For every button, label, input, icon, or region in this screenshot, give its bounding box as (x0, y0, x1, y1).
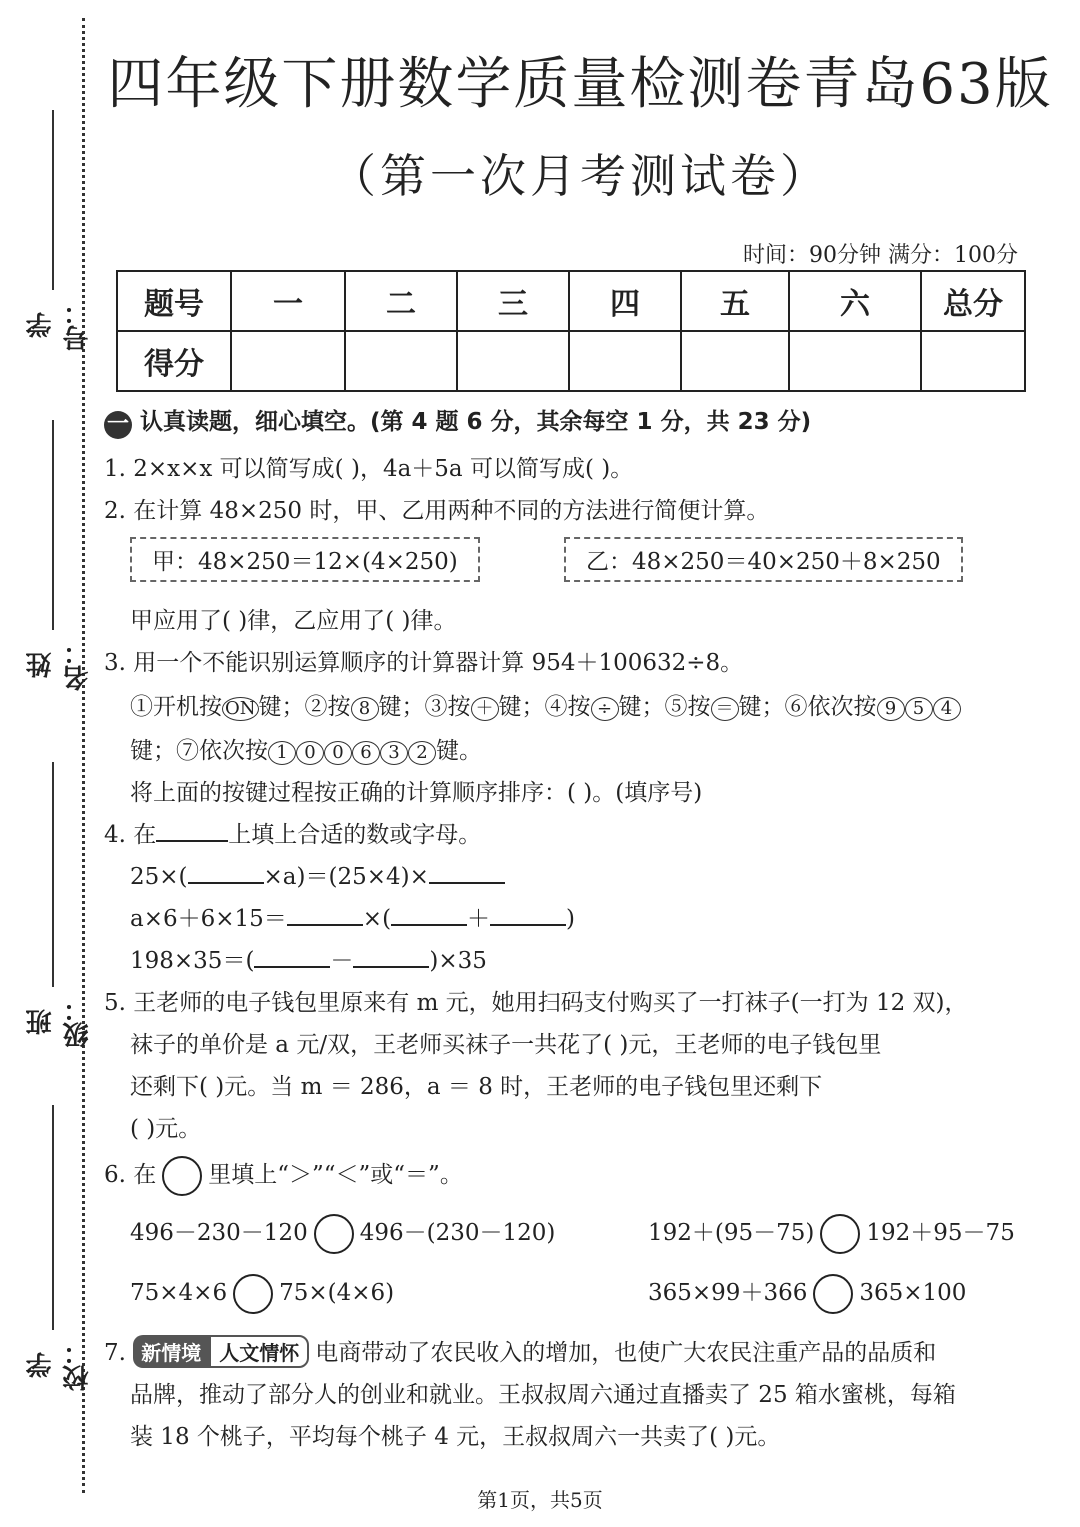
expr-right: 365×100 (859, 1280, 967, 1306)
method-b-box: 乙：48×250＝40×250＋8×250 (564, 537, 963, 582)
header-cell: 题号 (117, 271, 231, 331)
header-cell: 总分 (921, 271, 1025, 331)
class-label: 班级： (26, 996, 93, 1048)
step-text: 键；⑦依次按 (130, 738, 268, 764)
question-5-line4: ( )元。 (130, 1116, 202, 1142)
score-cell[interactable] (569, 331, 681, 391)
score-table (116, 270, 1026, 392)
step-text: 键；④按 (498, 694, 591, 720)
calc-key-8: 8 (351, 697, 379, 721)
calc-key-plus: ＋ (471, 697, 499, 721)
expr-left: 496－230－120 (130, 1220, 308, 1246)
expr-text: )×35 (429, 948, 487, 974)
expr-text: a×6＋6×15＝ (130, 906, 287, 932)
page-subtitle: （第一次月考测试卷） (330, 149, 830, 203)
answer-blank[interactable] (490, 904, 566, 926)
score-cell[interactable] (231, 331, 345, 391)
calc-key: 0 (324, 741, 352, 765)
header-cell: 三 (457, 271, 569, 331)
expr-right: 192＋95－75 (866, 1220, 1015, 1246)
calc-key: 0 (296, 741, 324, 765)
expr-right: 496－(230－120) (359, 1220, 556, 1246)
compare-circle[interactable] (820, 1214, 860, 1254)
question-4-line3 (130, 942, 487, 975)
student-no-line (52, 110, 54, 290)
stem-text: 上填上合适的数或字母。 (228, 822, 482, 848)
question-5-line3: 还剩下( )元。当 m ＝ 286，a ＝ 8 时，王老师的电子钱包里还剩下 (130, 1074, 823, 1100)
school-label: 学校： (26, 1339, 93, 1391)
method-a-box: 甲：48×250＝12×(4×250) (130, 537, 480, 582)
question-7-line3: 装 18 个桃子，平均每个桃子 4 元，王叔叔周六一共卖了( )元。 (130, 1424, 781, 1450)
expr-text: 198×35＝( (130, 948, 255, 974)
compare-1 (130, 1214, 555, 1254)
step-text: 键；⑥依次按 (738, 694, 877, 720)
expr-text: ) (566, 906, 576, 932)
compare-circle-sample (162, 1156, 202, 1196)
compare-4 (648, 1274, 966, 1314)
name-label: 姓名： (26, 639, 93, 691)
expr-text: ×a)＝(25×4)× (263, 864, 429, 890)
compare-3 (130, 1274, 394, 1314)
expr-right: 75×(4×6) (279, 1280, 395, 1306)
step-text: 键。 (436, 738, 482, 764)
calc-key: 4 (933, 697, 961, 721)
question-2-ask: 甲应用了( )律，乙应用了( )律。 (130, 608, 457, 634)
score-cell[interactable] (921, 331, 1025, 391)
expr-left: 75×4×6 (130, 1280, 228, 1306)
new-context-tag: 新情境 (133, 1335, 209, 1368)
class-line (52, 762, 54, 987)
section-number-badge: 一 (104, 411, 132, 439)
section-heading (104, 403, 811, 439)
score-cell[interactable] (345, 331, 457, 391)
question-3-steps-line2 (130, 732, 482, 765)
question-4-line2 (130, 900, 575, 933)
expr-left: 192＋(95－75) (648, 1220, 815, 1246)
score-cell[interactable] (681, 331, 789, 391)
question-4-line1 (130, 858, 505, 891)
calc-key-divide: ÷ (591, 697, 619, 721)
answer-blank[interactable] (353, 946, 429, 968)
score-table-header-row (117, 271, 1025, 331)
calc-key: 1 (268, 741, 296, 765)
header-cell: 二 (345, 271, 457, 331)
answer-blank[interactable] (188, 862, 264, 884)
name-line (52, 420, 54, 630)
expr-text: ×( (362, 906, 392, 932)
header-cell: 四 (569, 271, 681, 331)
header-cell: 一 (231, 271, 345, 331)
school-line (52, 1105, 54, 1330)
question-7-line2: 品牌，推动了部分人的创业和就业。王叔叔周六通过直播卖了 25 箱水蜜桃，每箱 (130, 1382, 956, 1408)
step-text: 键；②按 (258, 694, 351, 720)
question-text: 电商带动了农民收入的增加，也使广大农民注重产品的品质和 (315, 1340, 937, 1366)
page-title: 四年级下册数学质量检测卷青岛63版 (107, 52, 1053, 117)
question-7-line1 (104, 1334, 936, 1368)
question-3-steps-line1 (130, 688, 961, 721)
section-title: 认真读题，细心填空。(第 4 题 6 分，其余每空 1 分，共 23 分) (140, 409, 812, 435)
answer-blank[interactable] (429, 862, 505, 884)
answer-blank[interactable] (391, 904, 467, 926)
question-1: 1. 2×x×x 可以简写成( )，4a＋5a 可以简写成( )。 (104, 456, 634, 482)
compare-circle[interactable] (233, 1274, 273, 1314)
question-number: 7. (104, 1340, 126, 1366)
expr-text: ＋ (467, 906, 491, 932)
compare-2 (648, 1214, 1015, 1254)
calc-key: 9 (877, 697, 905, 721)
calc-key: 6 (352, 741, 380, 765)
expr-left: 365×99＋366 (648, 1280, 808, 1306)
step-text: ①开机按 (130, 694, 222, 720)
question-2-stem: 2. 在计算 48×250 时，甲、乙用两种不同的方法进行简便计算。 (104, 498, 770, 524)
header-cell: 五 (681, 271, 789, 331)
question-3-stem: 3. 用一个不能识别运算顺序的计算器计算 954＋100632÷8。 (104, 650, 744, 676)
calc-key: 3 (380, 741, 408, 765)
expr-text: 25×( (130, 864, 188, 890)
score-table-score-row (117, 331, 1025, 391)
answer-blank[interactable] (287, 904, 363, 926)
question-6-stem (104, 1156, 463, 1196)
blank-sample (156, 820, 228, 842)
calc-key-on: ON (222, 697, 259, 721)
answer-blank[interactable] (254, 946, 330, 968)
stem-text: 6. 在 (104, 1162, 157, 1188)
question-3-ask: 将上面的按键过程按正确的计算顺序排序：( )。(填序号) (130, 780, 703, 806)
compare-circle[interactable] (314, 1214, 354, 1254)
calc-key: 5 (905, 697, 933, 721)
score-cell[interactable] (789, 331, 921, 391)
header-cell: 六 (789, 271, 921, 331)
step-text: 键；⑤按 (618, 694, 711, 720)
calc-key: 2 (408, 741, 436, 765)
binding-dotted-line (82, 18, 85, 1493)
student-no-label: 学号： (26, 299, 93, 351)
score-cell[interactable] (457, 331, 569, 391)
row-label: 得分 (117, 331, 231, 391)
question-4-stem (104, 816, 481, 849)
page-footer: 第1页，共5页 (477, 1488, 603, 1512)
compare-circle[interactable] (813, 1274, 853, 1314)
time-info: 时间：90分钟 满分：100分 (743, 243, 1018, 268)
humanities-tag: 人文情怀 (209, 1335, 309, 1368)
step-text: 键；③按 (378, 694, 471, 720)
stem-text: 里填上“＞”“＜”或“＝”。 (208, 1162, 463, 1188)
expr-text: － (330, 948, 354, 974)
question-5-line2: 袜子的单价是 a 元/双，王老师买袜子一共花了( )元，王老师的电子钱包里 (130, 1032, 882, 1058)
calc-key-equals: ＝ (711, 697, 739, 721)
stem-text: 4. 在 (104, 822, 157, 848)
question-5-line1: 5. 王老师的电子钱包里原来有 m 元，她用扫码支付购买了一打袜子(一打为 12 双)， (104, 990, 968, 1016)
